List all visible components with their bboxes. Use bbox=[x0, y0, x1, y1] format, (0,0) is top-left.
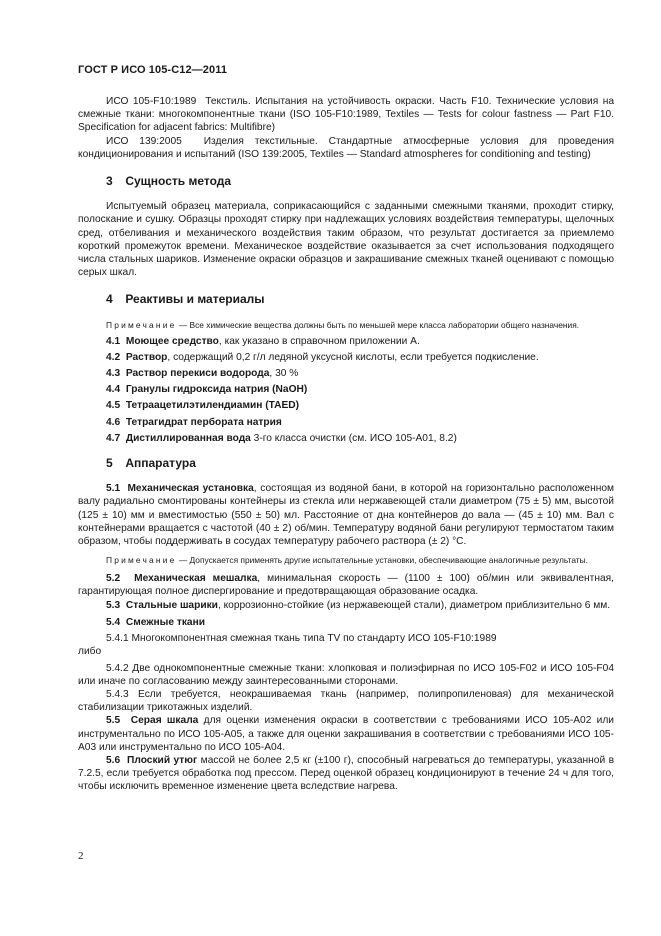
clause-5-1: 5.1 Механическая установка, состоящая из водяной бани, в которой на горизонтально расположенном валу радиально смонтированы контейнеры из стекла или нержавеющей стали диаметром (75 ± 5) мм, высотой (125 ± 10) мм и вместимостью (550 ± 50) мл. Расстояние от дна контейнеров до вала — (45 ± 10) мм. Вал с контейнерами вращается с частотой (40 ± 2) об/мин. Температуру водяной бани регулируют термостатом таким образом, чтобы поддерживать в сосудах температуру рабочего раствора (± 2) °С. bbox=[78, 483, 614, 548]
item-4-4: 4.4 Гранулы гидроксида натрия (NaOH) bbox=[106, 384, 308, 396]
clause-5-6: 5.6 Плоский утюг массой не более 2,5 кг (±100 г), способный нагреваться до температуры, указанной в 7.2.5, если требуется обработка под прессом. Перед оценкой образец кондиционируют в течение 24 ч для того, чтобы исключить временное изменение цвета вследствие нагрева. bbox=[78, 754, 614, 793]
document-body bbox=[78, 95, 614, 794]
page-number: 2 bbox=[78, 850, 84, 862]
section-5-heading: 5 Аппаратура bbox=[106, 456, 196, 471]
clause-5-5: 5.5 Серая шкала для оценки изменения окраски в соответствии с требованиями ИСО 105-А02 или инструментально по ИСО 105-А05, а также для оценки закрашивания в соответствии с требованиями ИСО 105-А03 или инструментально по ИСО 105-А04. bbox=[78, 715, 614, 753]
section-3-text: Испытуемый образец материала, соприкасающийся с заданными смежными тканями, проходит стирку, полоскание и сушку. Образцы проходят стирку при надлежащих условиях воздействия температуры, щелочных сред, отбеливания и механического воздействия таким образом, что результат достигается за приемлемо короткий промежуток времени. Механическое воздействие оказывается за счет использования подходящего числа стальных шариков. Изменение окраски образцов и закрашивание смежных тканей оценивают с помощью серых шкал. bbox=[78, 201, 614, 279]
item-4-1: 4.1 Моющее средство, как указано в справочном приложении А. bbox=[106, 335, 420, 347]
reference-iso139: ИСО 139:2005 Изделия текстильные. Стандартные атмосферные условия для проведения кондиционирования и испытаний (ISO 139:2005, Textiles — Standard atmospheres for conditioning and testing) bbox=[78, 135, 614, 160]
clause-5-4-3: 5.4.3 Если требуется, неокрашиваемая ткань (например, полипропиленовая) для механической стабилизации трикотажных изделий. bbox=[78, 688, 614, 714]
item-4-5: 4.5 Тетраацетилэтилендиамин (TAED) bbox=[106, 400, 299, 412]
section-4-note: Примечание — Все химические вещества должны быть по меньшей мере класса лаборатории общего назначения. bbox=[106, 319, 580, 330]
section-3-heading: 3 Сущность метода bbox=[106, 174, 232, 189]
or-word: либо bbox=[78, 646, 102, 658]
reference-iso105f10: ИСО 105-F10:1989 Текстиль. Испытания на устойчивость окраски. Часть F10. Технические условия на смежные ткани: многокомпонентные ткани (ISO 105-F10:1989, Textiles — Tests for colour fastness — Part F10. Specification for adjacent fabrics: Multifibre) bbox=[78, 96, 614, 134]
section-4-heading: 4 Реактивы и материалы bbox=[106, 292, 265, 307]
item-4-7: 4.7 Дистиллированная вода 3-го класса очистки (см. ИСО 105-А01, 8.2) bbox=[106, 432, 457, 444]
clause-5-3: 5.3 Стальные шарики, коррозионно-стойкие (из нержавеющей стали), диаметром приблизительно 6 мм. bbox=[106, 599, 611, 611]
standard-header: ГОСТ Р ИСО 105-С12—2011 bbox=[78, 64, 228, 76]
item-4-2: 4.2 Раствор, содержащий 0,2 г/л ледяной уксусной кислоты, если требуется подкисление. bbox=[106, 351, 539, 363]
clause-5-2: 5.2 Механическая мешалка, минимальная скорость — (1100 ± 100) об/мин или эквивалентная, гарантирующая полное диспергирование и предотвращающая образование осадка. bbox=[78, 573, 614, 598]
item-4-6: 4.6 Тетрагидрат пербората натрия bbox=[106, 416, 282, 428]
section-5-note: Примечание — Допускается применять другие испытательные установки, обеспечивающие аналогичные результаты. bbox=[106, 555, 588, 566]
clause-5-4: 5.4 Смежные ткани bbox=[106, 616, 206, 628]
item-4-3: 4.3 Раствор перекиси водорода, 30 % bbox=[106, 368, 299, 380]
clause-5-4-1: 5.4.1 Многокомпонентная смежная ткань типа TV по стандарту ИСО 105-F10:1989 bbox=[106, 633, 497, 645]
clause-5-4-2: 5.4.2 Две однокомпонентные смежные ткани: хлопковая и полиэфирная по ИСО 105-F02 и ИСО 105-F04 или иначе по согласованию между заинтересованными сторонами. bbox=[78, 662, 614, 687]
